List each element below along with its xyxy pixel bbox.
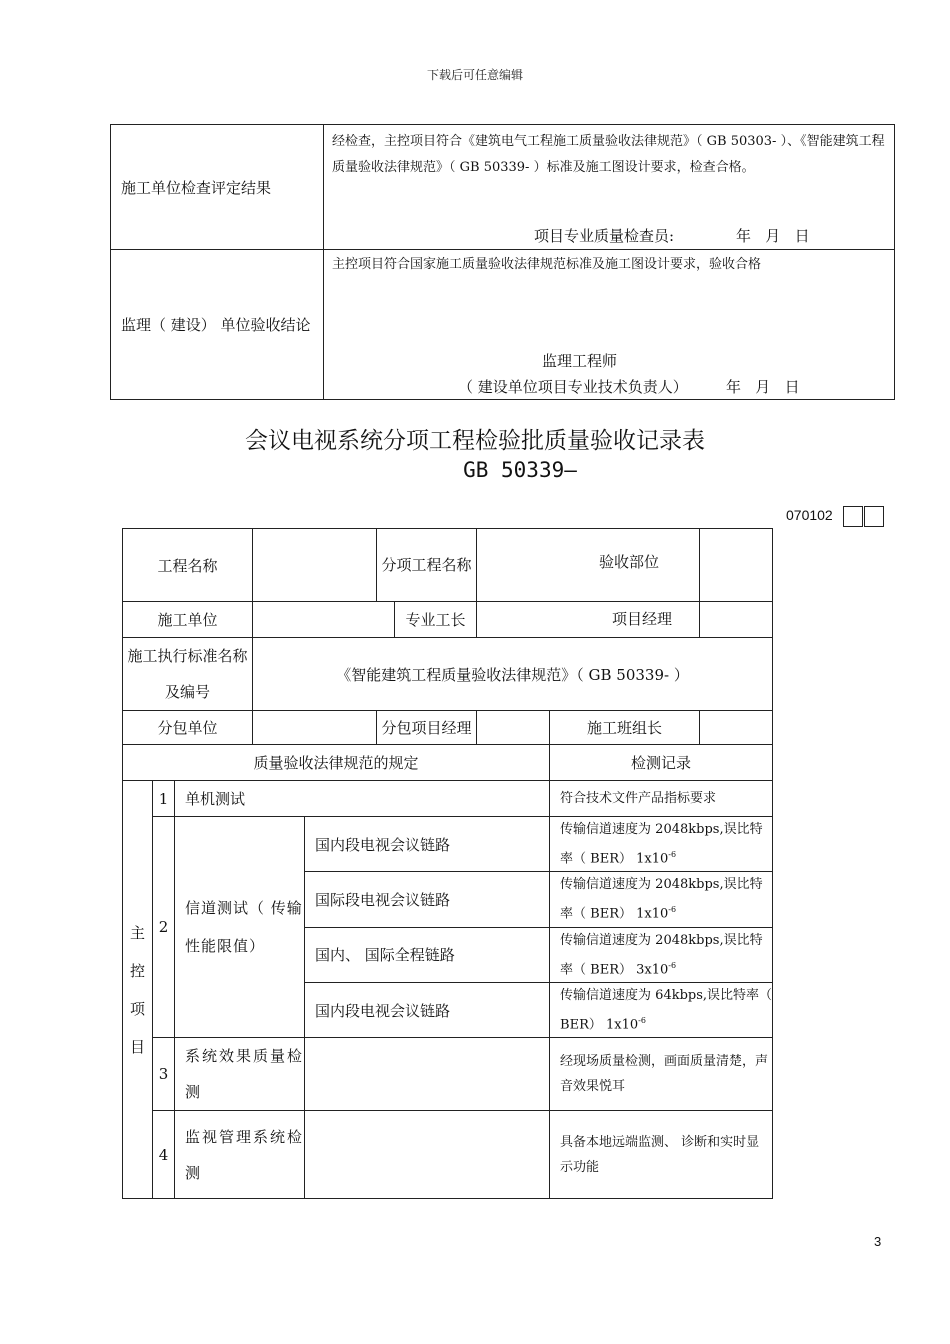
form-code: 070102 <box>786 507 833 523</box>
team-leader-value[interactable] <box>700 711 773 745</box>
item-2-sub-3-record: 传输信道速度为 2048kbps,误比特率（ BER） $3x10^{-6}$ <box>550 927 773 982</box>
foreman-cell[interactable] <box>477 602 700 638</box>
spec-header: 质量验收法律规范的规定 <box>123 745 550 781</box>
construction-check-cell <box>324 125 895 250</box>
construction-unit-label: 施工单位 <box>123 602 253 638</box>
item-3-no: 3 <box>153 1038 175 1111</box>
subcontract-pm-label: 分包项目经理 <box>377 711 477 745</box>
item-4-no: 4 <box>153 1111 175 1199</box>
construction-unit-value[interactable] <box>253 602 395 638</box>
construction-check-date: 年 月 日 <box>736 227 810 245</box>
item-3-spec <box>305 1038 550 1111</box>
supervision-date: 年 月 日 <box>726 378 800 396</box>
code-box-2[interactable] <box>864 506 884 527</box>
item-1-name: 单机测试 <box>175 781 550 817</box>
item-2-sub-2-record: 传输信道速度为 2048kbps,误比特率（ BER） $1x10^{-6}$ <box>550 872 773 927</box>
item-2-sub-4-record: 传输信道速度为 64kbps,误比特率（ BER） $1x10^{-6}$ <box>550 982 773 1037</box>
main-items-label: 主控项目 <box>123 781 153 1199</box>
supervising-engineer-sign: 监理工程师 <box>542 352 618 370</box>
standard-value: 《智能建筑工程质量验收法律规范》（ GB 50339- ） <box>253 638 773 711</box>
pm-value[interactable] <box>700 602 773 638</box>
code-box-1[interactable] <box>843 506 863 527</box>
sub-project-cell[interactable] <box>477 529 700 602</box>
supervision-label: 监理（ 建设） 单位验收结论 <box>111 250 324 400</box>
item-3-record: 经现场质量检测，画面质量清楚，声音效果悦耳 <box>550 1038 773 1111</box>
accept-part-value[interactable] <box>700 529 773 602</box>
owner-tech-lead-sign: （ 建设单位项目专业技术负责人） <box>458 378 688 396</box>
team-leader-label: 施工班组长 <box>550 711 700 745</box>
item-2-sub-2-name: 国际段电视会议链路 <box>305 872 550 927</box>
standard-label: 施工执行标准名称及编号 <box>123 638 253 711</box>
item-2-sub-1-name: 国内段电视会议链路 <box>305 817 550 872</box>
inspection-result-table <box>110 124 895 400</box>
construction-check-content: 经检查，主控项目符合《建筑电气工程施工质量验收法律规范》（ GB 50303- ）、《智能建筑工程质量验收法律规范》（ GB 50339- ）标准及施工图设计要求，检查合格。 <box>332 134 885 175</box>
item-2-sub-3-name: 国内、 国际全程链路 <box>305 927 550 982</box>
record-header: 检测记录 <box>550 745 773 781</box>
supervision-content: 主控项目符合国家施工质量验收法律规范标准及施工图设计要求，验收合格 <box>332 257 762 272</box>
page-number: 3 <box>874 1234 882 1249</box>
sub-project-label: 分项工程名称 <box>377 529 477 602</box>
accept-part-label: 验收部位 <box>599 553 660 571</box>
project-name-value[interactable] <box>253 529 377 602</box>
acceptance-record-table <box>122 528 773 1199</box>
page-title: 会议电视系统分项工程检验批质量验收记录表 <box>245 428 705 454</box>
standard-code: GB 50339— <box>463 458 577 482</box>
item-4-record: 具备本地远端监测、 诊断和实时显示功能 <box>550 1111 773 1199</box>
subcontract-value[interactable] <box>253 711 377 745</box>
subcontract-label: 分包单位 <box>123 711 253 745</box>
item-3-name: 系统效果质量检测 <box>175 1038 305 1111</box>
page-header: 下载后可任意编辑 <box>426 68 523 82</box>
construction-check-label: 施工单位检查评定结果 <box>111 125 324 250</box>
subcontract-pm-value[interactable] <box>477 711 550 745</box>
item-1-record: 符合技术文件产品指标要求 <box>550 781 773 817</box>
item-2-sub-4-name: 国内段电视会议链路 <box>305 982 550 1037</box>
item-4-spec <box>305 1111 550 1199</box>
item-2-sub-1-record: 传输信道速度为 2048kbps,误比特率（ BER） $1x10^{-6}$ <box>550 817 773 872</box>
pm-label: 项目经理 <box>612 610 673 628</box>
item-1-no: 1 <box>153 781 175 817</box>
quality-inspector-sign: 项目专业质量检查员: <box>534 227 675 245</box>
item-2-name: 信道测试（ 传输性能限值） <box>175 817 305 1038</box>
item-2-no: 2 <box>153 817 175 1038</box>
item-4-name: 监视管理系统检测 <box>175 1111 305 1199</box>
supervision-cell <box>324 250 895 400</box>
project-name-label: 工程名称 <box>123 529 253 602</box>
foreman-label: 专业工长 <box>395 602 477 638</box>
